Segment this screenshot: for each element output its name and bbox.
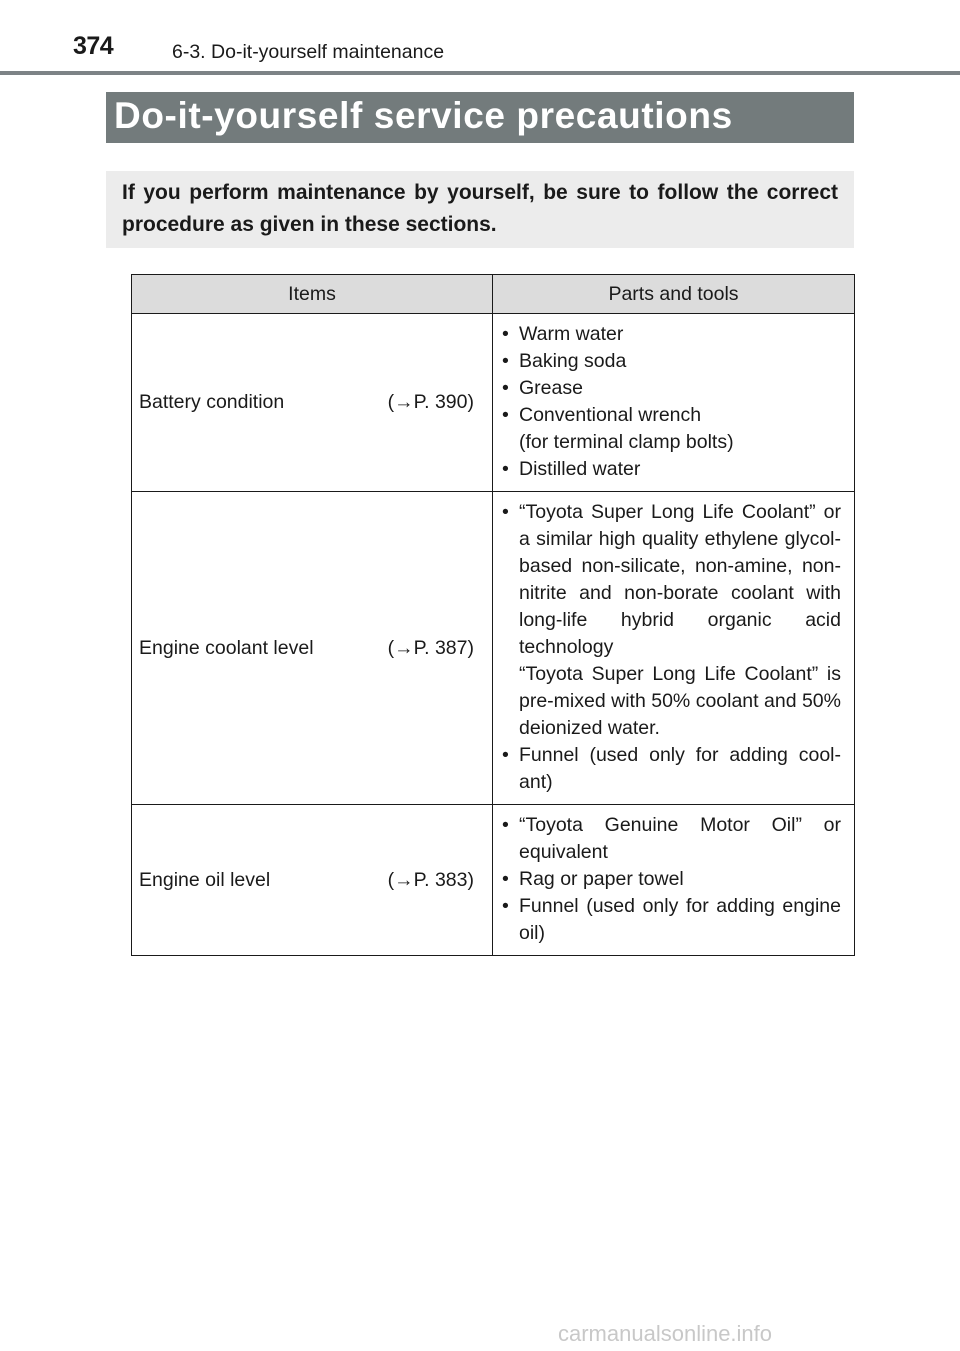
bullet-icon: • — [502, 744, 509, 766]
bullet-icon: • — [502, 323, 509, 345]
list-item: • “Toyota Genuine Motor Oil” or equivalent — [502, 814, 841, 863]
item-cell — [132, 314, 493, 492]
section-title-bar — [106, 92, 854, 143]
parts-cell — [493, 492, 855, 805]
list-item: • Funnel (used only for adding cool-ant) — [502, 744, 841, 793]
item-label: Engine oil level — [139, 868, 271, 891]
header-divider — [0, 71, 960, 75]
bullet-icon: • — [502, 814, 509, 836]
bullet-icon: • — [502, 350, 509, 372]
intro-note: If you perform maintenance by yourself, be sure to follow the correct procedure as given in these sections. — [106, 171, 854, 248]
maintenance-items-table — [131, 274, 855, 956]
table-row — [132, 314, 855, 492]
list-item: • Rag or paper towel — [502, 866, 841, 893]
page-title: Do-it-yourself service precautions — [114, 95, 733, 136]
page-reference: (→P. 383) — [387, 868, 474, 891]
column-header-items: Items — [132, 275, 493, 314]
bullet-icon: • — [502, 501, 509, 523]
watermark: carmanualsonline.info — [558, 1321, 773, 1346]
bullet-icon: • — [502, 895, 509, 917]
list-item: • Baking soda — [502, 348, 841, 375]
table-header-row — [132, 275, 855, 314]
item-label: Battery condition — [139, 391, 285, 413]
bullet-icon: • — [502, 868, 509, 890]
page-header — [0, 0, 960, 76]
page-number: 374 — [73, 32, 114, 60]
list-item: • Grease — [502, 375, 841, 402]
list-item: • Distilled water — [502, 456, 841, 483]
column-header-parts: Parts and tools — [493, 275, 855, 314]
bullet-icon: • — [502, 404, 509, 426]
item-label: Engine coolant level — [139, 636, 314, 659]
page-reference: (→P. 387) — [387, 636, 474, 659]
item-cell — [132, 492, 493, 805]
parts-cell — [493, 314, 855, 492]
table-row — [132, 805, 855, 956]
table-row — [132, 492, 855, 805]
item-cell — [132, 805, 493, 956]
section-label: 6-3. Do-it-yourself maintenance — [172, 41, 445, 63]
list-item: • Funnel (used only for adding engine oil) — [502, 895, 841, 944]
list-item: • Warm water — [502, 321, 841, 348]
bullet-icon: • — [502, 458, 509, 480]
parts-cell — [493, 805, 855, 956]
list-item: • Conventional wrench (for terminal clamp bolts) — [502, 404, 734, 453]
list-item: • “Toyota Super Long Life Coolant” or a similar high quality ethylene glycol-based non-silicate, non-amine, non-nitrite and non-borate coolant with long-life hybrid organic acid technology “Toyota Super Long Life Coolant” is pre-mixed with 50% coolant and 50% deionized water. — [502, 501, 841, 739]
page-reference: (→P. 390) — [387, 391, 474, 413]
bullet-icon: • — [502, 377, 509, 399]
